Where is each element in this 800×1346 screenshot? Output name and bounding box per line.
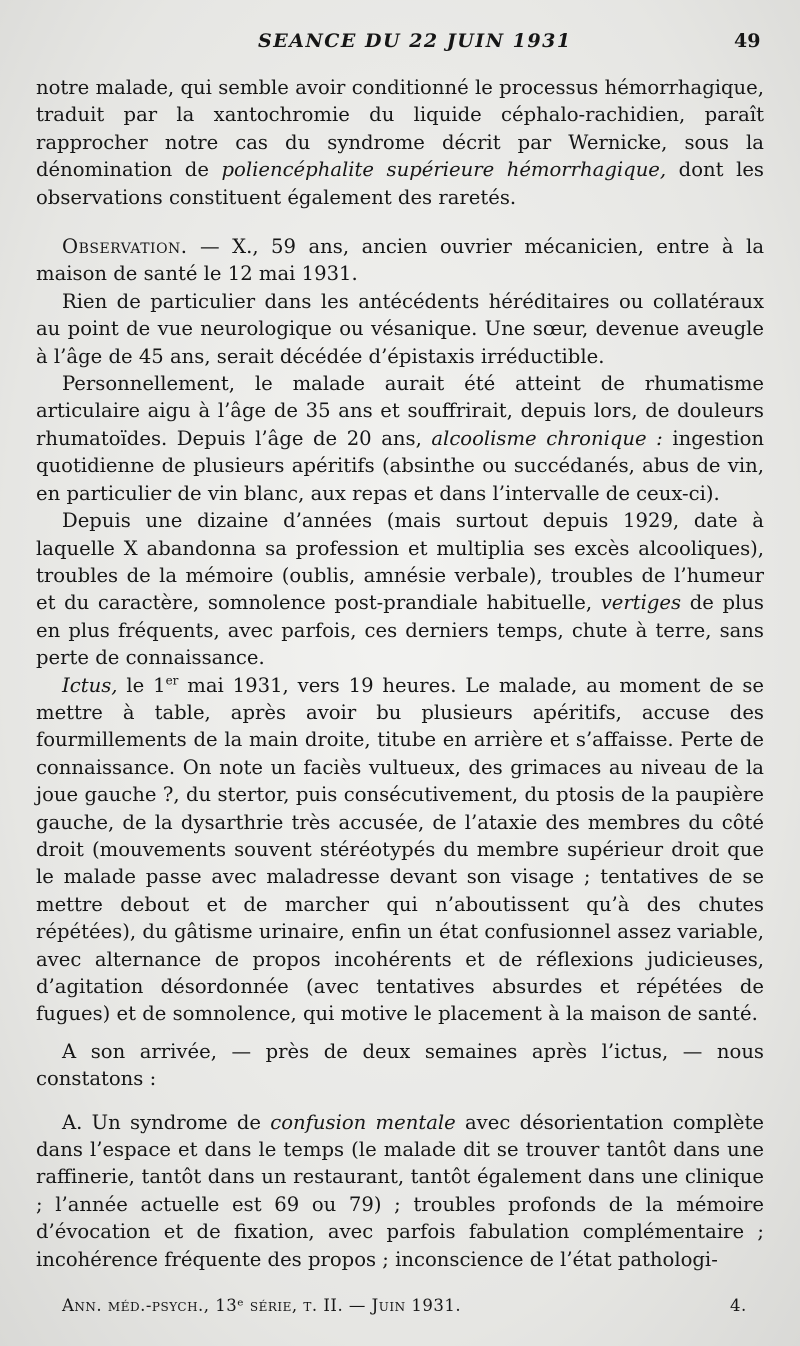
paragraph-confusion: A. Un syndrome de confusion mentale avec désorientation complète dans l’espace et dans le temps (le malade dit se trouver tantôt dans une raffinerie, tantôt dans un restaurant, tantôt également dans une clinique ; l’année actuelle est 69 ou 79) ; troubles profonds de la mémoire d’évocation et de fixation, avec parfois fabulation complémentaire ; incohérence fréquente des propos ; inconscience de l’état pathologi- — [36, 1110, 764, 1271]
emphasis-vertiges: vertiges — [600, 591, 682, 615]
page-number: 49 — [734, 30, 761, 52]
emphasis-poliencephalite: poliencéphalite supérieure hémorrhagique, — [221, 158, 667, 182]
observation-label: Observation. — [62, 235, 188, 259]
emphasis-alcoolisme: alcoolisme chronique : — [431, 426, 663, 450]
footer-journal-citation: Ann. méd.-psych., 13ᵉ série, t. II. — Juin 1931. — [62, 1296, 462, 1315]
superscript-er: er — [165, 673, 179, 687]
page-footer — [0, 1296, 800, 1320]
emphasis-ictus: Ictus, — [62, 673, 118, 697]
footer-signature-mark: 4. — [730, 1296, 747, 1315]
paragraph-observation: Observation. — X., 59 ans, ancien ouvrier mécanicien, entre à la maison de santé le 12 mai 1931. — [36, 235, 764, 286]
paragraph-personal-history: Personnellement, le malade aurait été atteint de rhumatisme articulaire aigu à l’âge de 35 ans et souffrirait, depuis lors, de douleurs rhumatoïdes. Depuis l’âge de 20 ans, alcoolisme chronique : ingestion quotidienne de plusieurs apéritifs (absinthe ou succédanés, abus de vin, en particulier de vin blanc, aux repas et dans l’intervalle de ceux-ci). — [36, 372, 764, 505]
paragraph-ictus: Ictus, le 1er mai 1931, vers 19 heures. Le malade, au moment de se mettre à table, après avoir bu plusieurs apéritifs, accuse des fourmillements de la main droite, titube en arrière et s’affaisse. Perte de connaissance. On note un faciès vultueux, des grimaces au niveau de la joue gauche ?, du stertor, puis consécutivement, du ptosis de la paupière gauche, de la dysarthrie très accusée, de l’ataxie des membres du côté droit (mouvements souvent stéréotypés du membre supérieur droit que le malade passe avec maladresse devant son visage ; tentatives de se mettre debout et de marcher qui n’aboutissent qu’à des chutes répétées), du gâtisme urinaire, enfin un état confusionnel assez variable, avec alternance de propos incohérents et de réflexions judicieuses, d’agitation désordonnée (avec tentatives absurdes et répétées de fugues) et de somnolence, qui motive le placement à la maison de santé. — [36, 673, 765, 1026]
page-header — [0, 30, 800, 58]
running-head: SEANCE DU 22 JUIN 1931 — [258, 30, 572, 52]
emphasis-confusion-mentale: confusion mentale — [270, 1110, 456, 1134]
paragraph-intro: notre malade, qui semble avoir conditionné le processus hémorrhagique, traduit par la xantochromie du liquide céphalo-rachidien, paraît rapprocher notre cas du syndrome décrit par Wernicke, sous la dénomination de poliencéphalite supérieure hémorrhagique, dont les observations constituent également des raretés. — [36, 76, 764, 209]
paragraph-antecedents: Rien de particulier dans les antécédents héréditaires ou collatéraux au point de vue neurologique ou vésanique. Une sœur, devenue aveugle à l’âge de 45 ans, serait décédée d’épistaxis irréductible. — [36, 289, 764, 368]
paragraph-recent-history: Depuis une dizaine d’années (mais surtout depuis 1929, date à laquelle X abandonna sa profession et multiplia ses excès alcooliques), troubles de la mémoire (oublis, amnésie verbale), troubles de l’humeur et du caractère, somnolence post-prandiale habituelle, vertiges de plus en plus fréquents, avec parfois, ces derniers temps, chute à terre, sans perte de connaissance. — [36, 509, 764, 670]
paragraph-arrival: A son arrivée, — près de deux semaines après l’ictus, — nous constatons : — [36, 1039, 764, 1091]
body-text — [36, 74, 764, 1273]
